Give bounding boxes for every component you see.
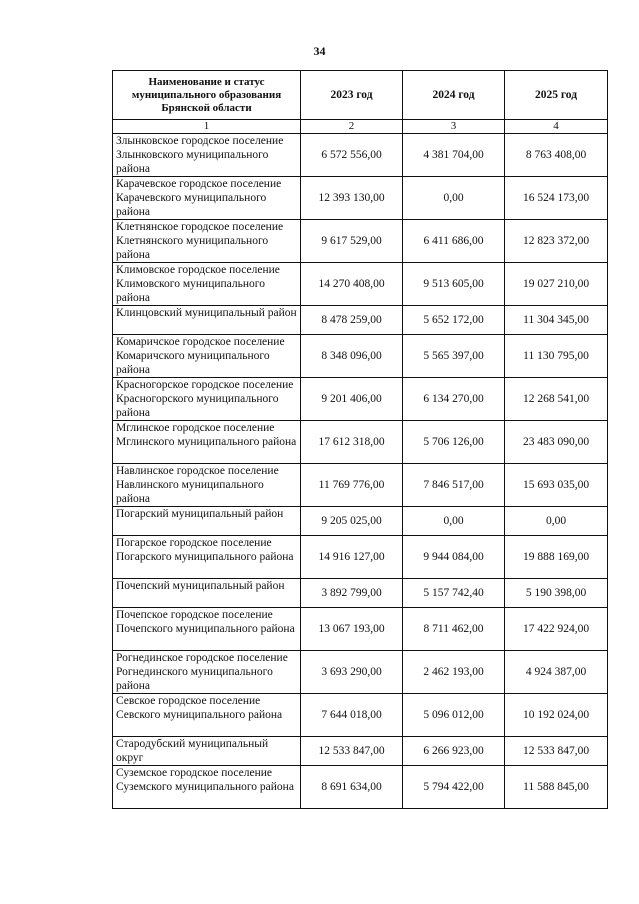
header-2025: 2025 год <box>505 71 608 120</box>
amount-2025: 19 888 169,00 <box>505 536 608 579</box>
amount-2023: 13 067 193,00 <box>301 608 403 651</box>
amount-2024: 2 462 193,00 <box>403 651 505 694</box>
amount-2025: 12 268 541,00 <box>505 378 608 421</box>
municipality-name: Клинцовский муниципальный район <box>113 306 301 335</box>
amount-2024: 5 652 172,00 <box>403 306 505 335</box>
column-number: 2 <box>301 120 403 134</box>
amount-2024: 6 411 686,00 <box>403 220 505 263</box>
header-municipality: Наименование и статус муниципального образования Брянской области <box>113 71 301 120</box>
municipality-name: Суземское городское поселение Суземского муниципального района <box>113 766 301 809</box>
table-row <box>113 263 608 306</box>
amount-2024: 6 266 923,00 <box>403 737 505 766</box>
budget-table <box>112 70 608 809</box>
amount-2025: 0,00 <box>505 507 608 536</box>
amount-2023: 3 892 799,00 <box>301 579 403 608</box>
amount-2023: 9 617 529,00 <box>301 220 403 263</box>
table-row <box>113 306 608 335</box>
amount-2023: 17 612 318,00 <box>301 421 403 464</box>
amount-2024: 5 706 126,00 <box>403 421 505 464</box>
table-row <box>113 694 608 737</box>
amount-2025: 12 533 847,00 <box>505 737 608 766</box>
amount-2024: 0,00 <box>403 507 505 536</box>
amount-2024: 7 846 517,00 <box>403 464 505 507</box>
amount-2023: 8 348 096,00 <box>301 335 403 378</box>
municipality-name: Севское городское поселение Севского муниципального района <box>113 694 301 737</box>
amount-2023: 3 693 290,00 <box>301 651 403 694</box>
column-number: 1 <box>113 120 301 134</box>
amount-2023: 11 769 776,00 <box>301 464 403 507</box>
amount-2023: 8 478 259,00 <box>301 306 403 335</box>
municipality-name: Красногорское городское поселение Красногорского муниципального района <box>113 378 301 421</box>
amount-2023: 14 270 408,00 <box>301 263 403 306</box>
table-row <box>113 421 608 464</box>
amount-2024: 9 513 605,00 <box>403 263 505 306</box>
amount-2024: 0,00 <box>403 177 505 220</box>
table-row <box>113 507 608 536</box>
amount-2023: 12 393 130,00 <box>301 177 403 220</box>
municipality-name: Комаричское городское поселение Комаричского муниципального района <box>113 335 301 378</box>
table-row <box>113 335 608 378</box>
amount-2025: 8 763 408,00 <box>505 134 608 177</box>
amount-2024: 8 711 462,00 <box>403 608 505 651</box>
header-row <box>113 71 608 120</box>
column-number-row <box>113 120 608 134</box>
amount-2025: 10 192 024,00 <box>505 694 608 737</box>
municipality-name: Почепский муниципальный район <box>113 579 301 608</box>
table-row <box>113 579 608 608</box>
table-row <box>113 220 608 263</box>
column-number: 4 <box>505 120 608 134</box>
table-row <box>113 177 608 220</box>
amount-2025: 11 130 795,00 <box>505 335 608 378</box>
municipality-name: Стародубский муниципальный округ <box>113 737 301 766</box>
amount-2023: 9 201 406,00 <box>301 378 403 421</box>
amount-2025: 16 524 173,00 <box>505 177 608 220</box>
amount-2023: 8 691 634,00 <box>301 766 403 809</box>
table-row <box>113 464 608 507</box>
amount-2024: 5 096 012,00 <box>403 694 505 737</box>
table-row <box>113 651 608 694</box>
municipality-name: Погарский муниципальный район <box>113 507 301 536</box>
table-row <box>113 378 608 421</box>
municipality-name: Клетнянское городское поселение Клетнянского муниципального района <box>113 220 301 263</box>
table-row <box>113 737 608 766</box>
municipality-name: Злынковское городское поселение Злынковского муниципального района <box>113 134 301 177</box>
amount-2023: 9 205 025,00 <box>301 507 403 536</box>
amount-2025: 11 304 345,00 <box>505 306 608 335</box>
amount-2025: 19 027 210,00 <box>505 263 608 306</box>
amount-2025: 12 823 372,00 <box>505 220 608 263</box>
amount-2025: 23 483 090,00 <box>505 421 608 464</box>
municipality-name: Рогнединское городское поселение Рогнединского муниципального района <box>113 651 301 694</box>
table-row <box>113 134 608 177</box>
amount-2023: 7 644 018,00 <box>301 694 403 737</box>
municipality-name: Климовское городское поселение Климовского муниципального района <box>113 263 301 306</box>
amount-2024: 4 381 704,00 <box>403 134 505 177</box>
amount-2024: 5 157 742,40 <box>403 579 505 608</box>
table-row <box>113 608 608 651</box>
municipality-name: Погарское городское поселение Погарского муниципального района <box>113 536 301 579</box>
amount-2024: 9 944 084,00 <box>403 536 505 579</box>
municipality-name: Почепское городское поселение Почепского муниципального района <box>113 608 301 651</box>
amount-2025: 17 422 924,00 <box>505 608 608 651</box>
table-row <box>113 766 608 809</box>
header-2024: 2024 год <box>403 71 505 120</box>
amount-2023: 14 916 127,00 <box>301 536 403 579</box>
column-number: 3 <box>403 120 505 134</box>
amount-2025: 4 924 387,00 <box>505 651 608 694</box>
page-number: 34 <box>313 44 326 58</box>
amount-2024: 5 565 397,00 <box>403 335 505 378</box>
amount-2025: 15 693 035,00 <box>505 464 608 507</box>
amount-2023: 6 572 556,00 <box>301 134 403 177</box>
header-2023: 2023 год <box>301 71 403 120</box>
municipality-name: Навлинское городское поселение Навлинского муниципального района <box>113 464 301 507</box>
amount-2024: 6 134 270,00 <box>403 378 505 421</box>
municipality-name: Мглинское городское поселение Мглинского муниципального района <box>113 421 301 464</box>
amount-2024: 5 794 422,00 <box>403 766 505 809</box>
amount-2025: 11 588 845,00 <box>505 766 608 809</box>
amount-2025: 5 190 398,00 <box>505 579 608 608</box>
municipality-name: Карачевское городское поселение Карачевского муниципального района <box>113 177 301 220</box>
amount-2023: 12 533 847,00 <box>301 737 403 766</box>
table-row <box>113 536 608 579</box>
